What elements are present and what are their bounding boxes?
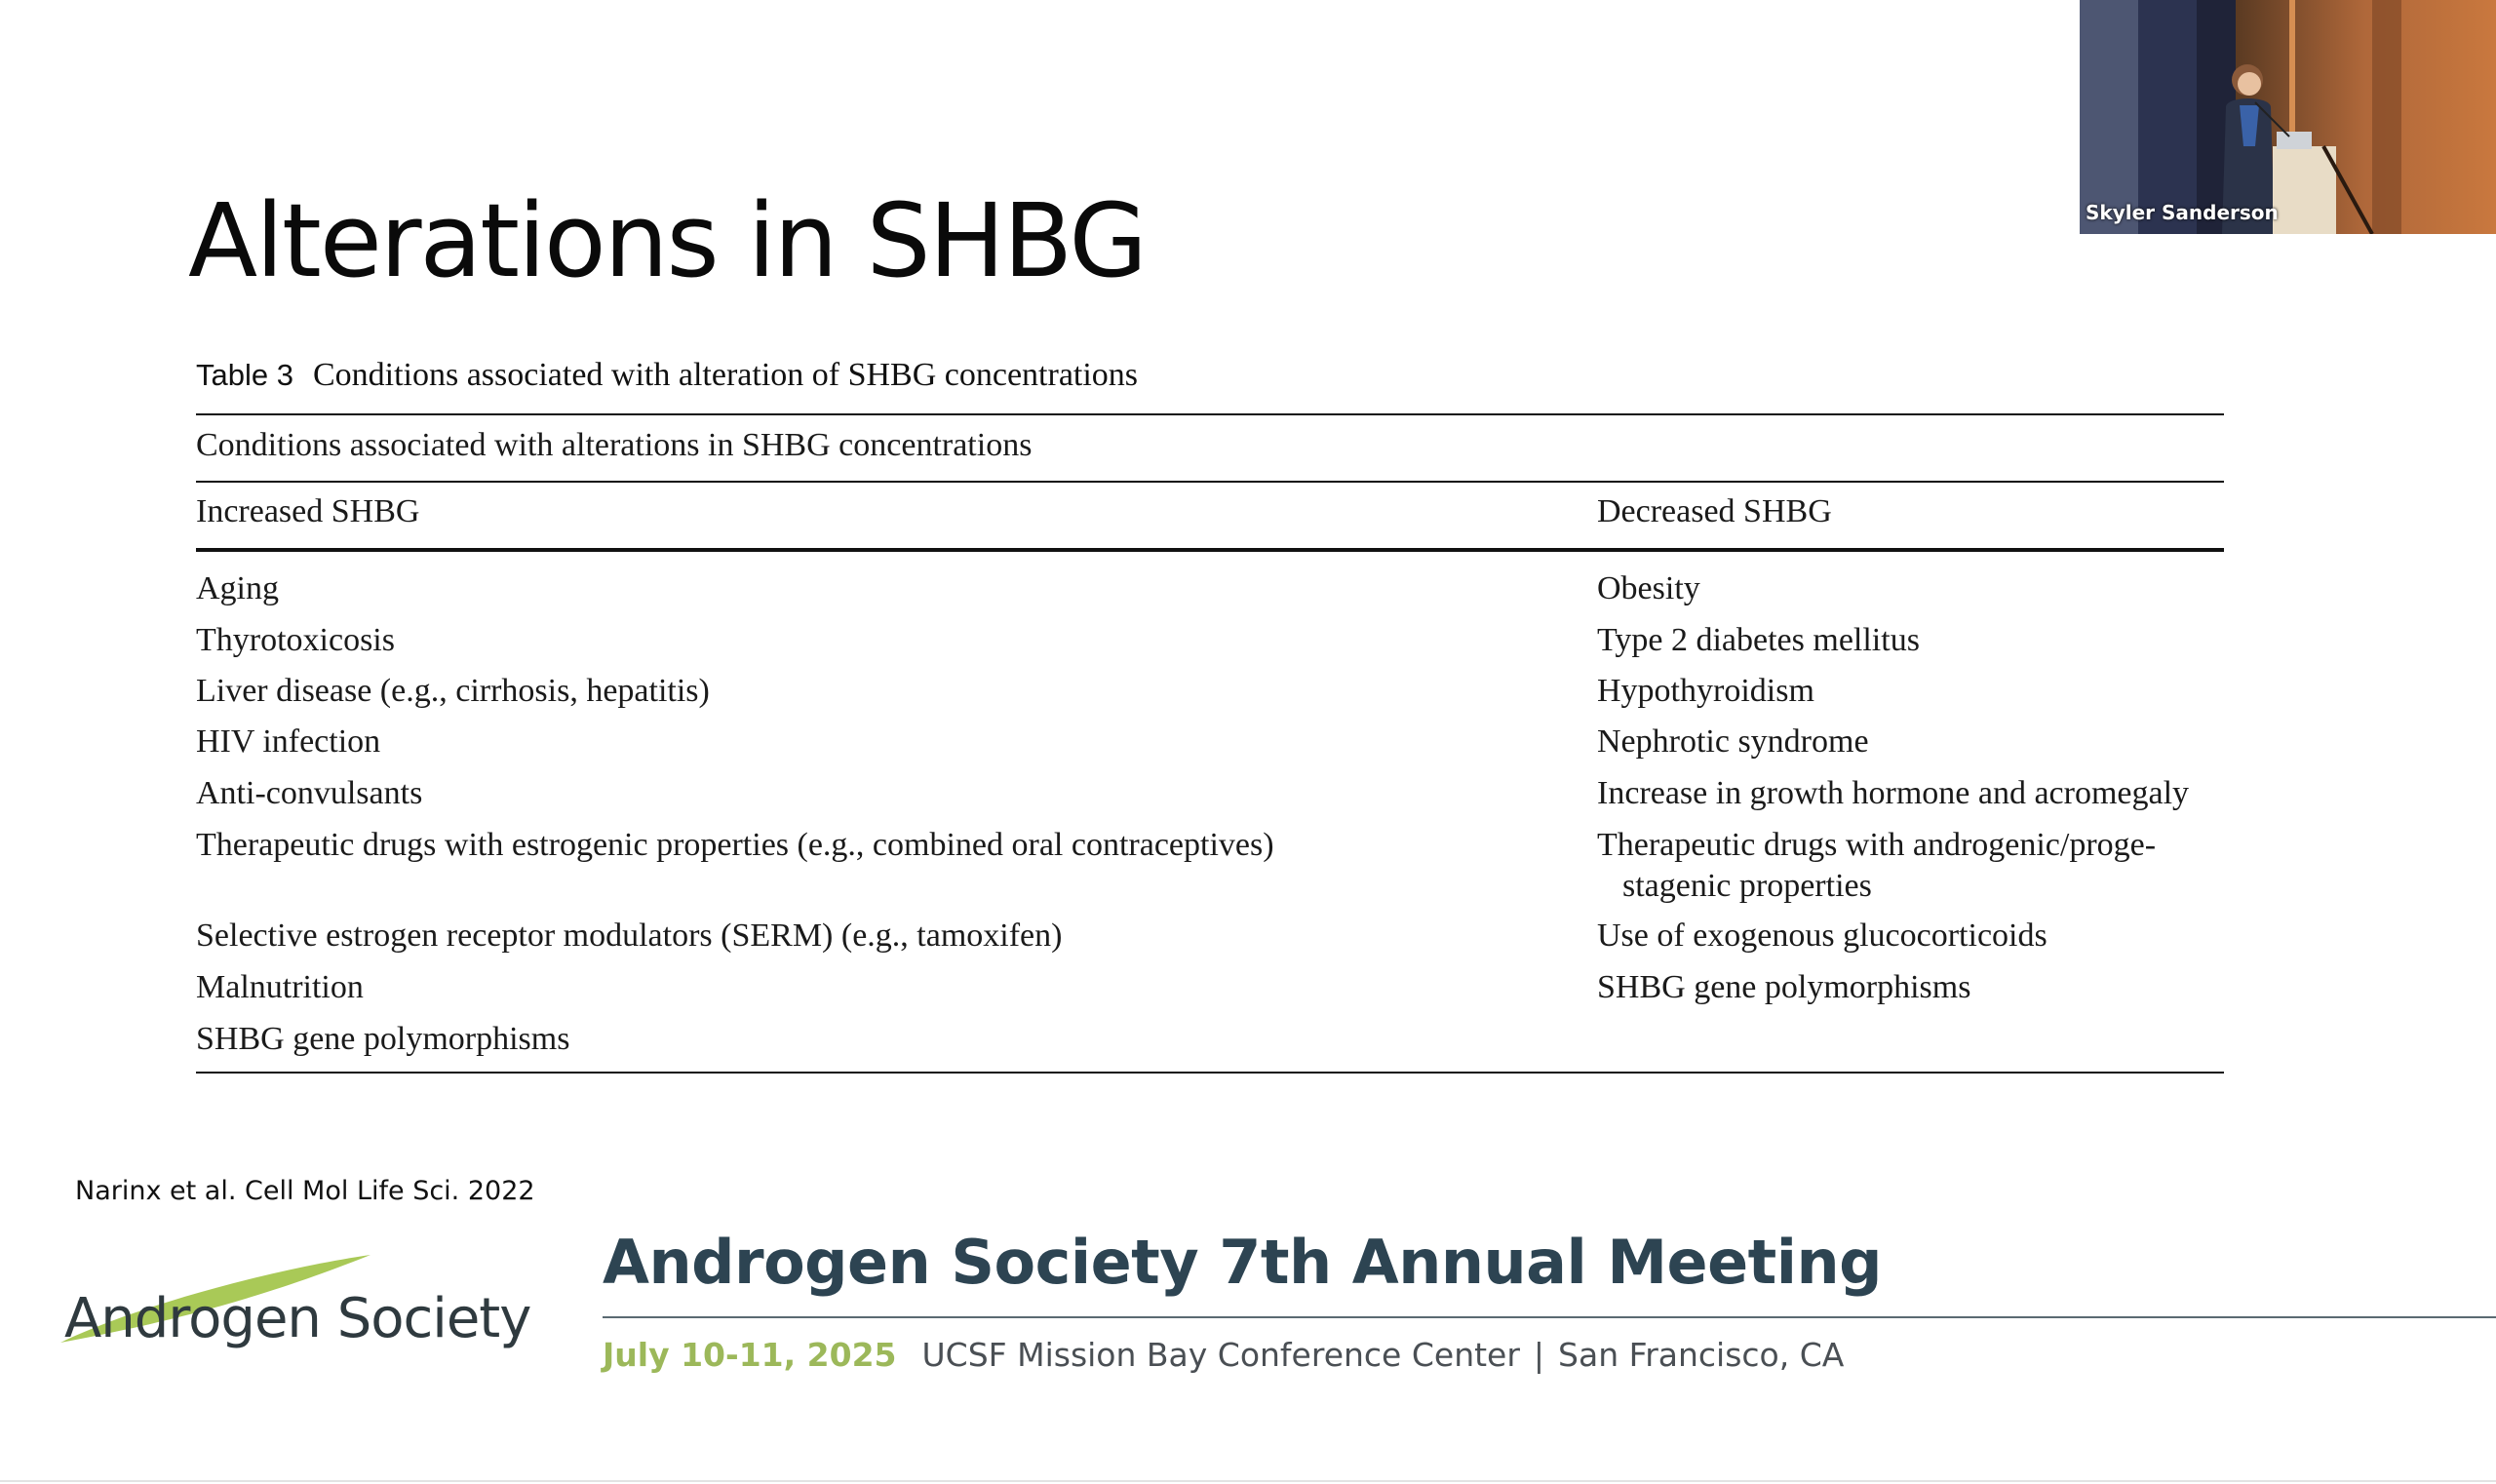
speaker-name-label: Skyler Sanderson	[2086, 201, 2279, 224]
slide-title: Alterations in SHBG	[188, 181, 1146, 300]
decreased-item: Type 2 diabetes mellitus	[1597, 622, 1920, 658]
meeting-details	[603, 1336, 1844, 1374]
increased-item: Therapeutic drugs with estrogenic properties (e.g., combined oral contraceptives)	[196, 827, 1274, 863]
meeting-title: Androgen Society 7th Annual Meeting	[603, 1227, 1883, 1298]
androgen-society-logo	[58, 1248, 531, 1355]
meeting-city: San Francisco, CA	[1558, 1336, 1845, 1374]
increased-item: HIV infection	[196, 723, 381, 760]
column-header-increased: Increased SHBG	[196, 493, 420, 529]
increased-item: Aging	[196, 570, 279, 606]
table-caption-number: Table 3	[196, 358, 293, 392]
increased-item: SHBG gene polymorphisms	[196, 1021, 570, 1057]
bottom-divider	[0, 1480, 2496, 1482]
citation: Narinx et al. Cell Mol Life Sci. 2022	[75, 1176, 535, 1206]
table-header-rule	[196, 548, 2224, 552]
decreased-item: Therapeutic drugs with androgenic/proge-stagenic properties	[1597, 827, 2157, 904]
column-header-decreased: Decreased SHBG	[1597, 493, 1832, 529]
decreased-item: Nephrotic syndrome	[1597, 723, 1869, 760]
table-group-rule	[196, 481, 2224, 483]
table-caption-text: Conditions associated with alteration of SHBG concentrations	[312, 357, 1139, 393]
meeting-date: July 10-11, 2025	[603, 1336, 897, 1374]
meeting-divider	[603, 1316, 2496, 1318]
decreased-item: Hypothyroidism	[1597, 673, 1814, 709]
increased-item: Liver disease (e.g., cirrhosis, hepatitis)	[196, 673, 710, 709]
increased-item: Thyrotoxicosis	[196, 622, 395, 658]
speaker-video-frame	[2080, 0, 2496, 234]
logo-text: Androgen Society	[64, 1287, 531, 1350]
meeting-separator: |	[1533, 1336, 1545, 1374]
meeting-venue: UCSF Mission Bay Conference Center	[921, 1336, 1520, 1374]
table-caption	[196, 357, 1138, 394]
table-bottom-rule	[196, 1072, 2224, 1074]
increased-item: Selective estrogen receptor modulators (SERM) (e.g., tamoxifen)	[196, 918, 1063, 954]
table-group-header: Conditions associated with alterations in SHBG concentrations	[196, 427, 1033, 463]
increased-item: Malnutrition	[196, 969, 364, 1005]
speaker-video[interactable]	[2080, 0, 2496, 234]
table-top-rule	[196, 413, 2224, 415]
decreased-item: Use of exogenous glucocorticoids	[1597, 918, 2048, 954]
decreased-item: SHBG gene polymorphisms	[1597, 969, 1971, 1005]
increased-item: Anti-convulsants	[196, 775, 423, 811]
decreased-item: Increase in growth hormone and acromegaly	[1597, 775, 2190, 811]
decreased-item: Obesity	[1597, 570, 1700, 606]
